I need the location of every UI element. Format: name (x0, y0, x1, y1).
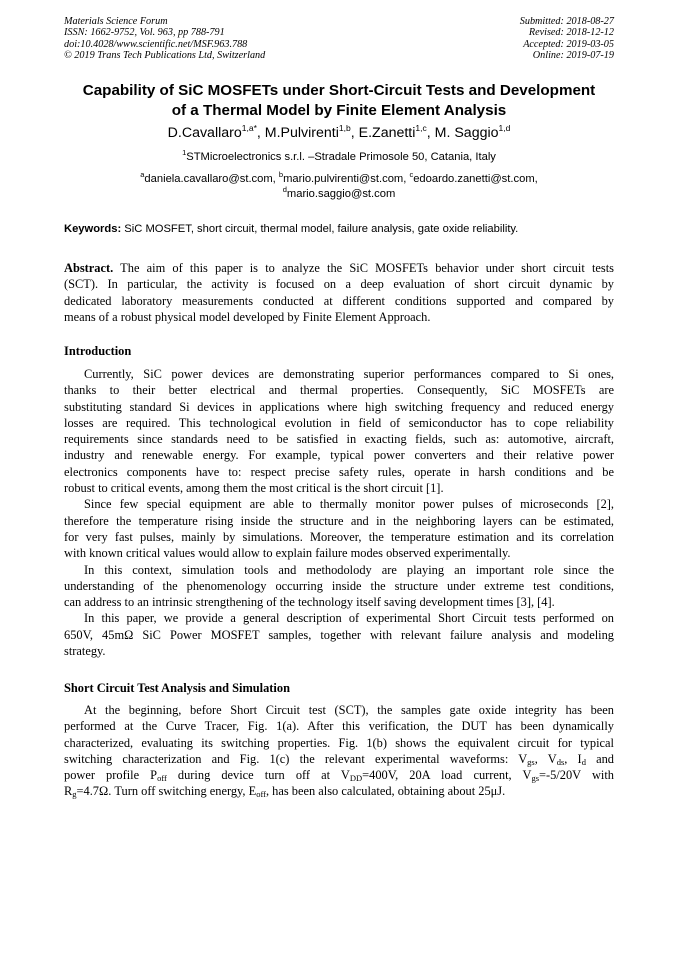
section-heading-short-circuit: Short Circuit Test Analysis and Simulation (64, 681, 290, 695)
email-address: edoardo.zanetti@st.com, (413, 173, 538, 185)
journal-issn: ISSN: 1662-9752, Vol. 963, pp 788-791 (64, 27, 225, 39)
paragraph-line (64, 767, 614, 783)
abstract-text: The aim of this paper is to analyze the SiC MOSFETs behavior under short circuit tests (113, 261, 614, 275)
affiliation-text: STMicroelectronics s.r.l. –Stradale Primosole 50, Catania, Italy (186, 151, 496, 163)
paragraph-line: Currently, SiC power devices are demonstrating superior performances compared to Si ones, (84, 367, 614, 381)
keywords-label: Keywords: (64, 223, 122, 235)
author-name: D.Cavallaro (167, 125, 242, 141)
text-run: power profile P (64, 768, 158, 783)
date-submitted: Submitted: 2018-08-27 (519, 16, 614, 27)
text-run: =-5/20V with (539, 768, 614, 783)
email-address: mario.saggio@st.com (286, 188, 396, 200)
journal-doi: doi:10.4028/www.scientific.net/MSF.963.788 (64, 38, 248, 50)
abstract-line (64, 260, 614, 276)
paragraph-line (64, 751, 614, 767)
text-run: during device turn off at V (166, 768, 350, 783)
email-mark: c (409, 170, 414, 179)
paragraph-line: understanding of the phenomenology occurring inside the structure under extreme test conditions, (64, 578, 614, 593)
paper-title (40, 81, 638, 121)
abstract-line: means of a robust physical model developed by Finite Element Approach. (64, 309, 431, 324)
short-circuit-body (64, 702, 614, 800)
paragraph-line: At the beginning, before Short Circuit test (SCT), the samples gate oxide integrity has been (84, 703, 614, 717)
subscript: d (581, 756, 586, 767)
text-run: and (585, 751, 614, 766)
date-accepted: Accepted: 2019-03-05 (523, 38, 614, 50)
text-run: =4.7Ω. Turn off switching energy, E (76, 784, 257, 799)
journal-header-right (520, 16, 614, 62)
title-line-1: Capability of SiC MOSFETs under Short-Circuit Tests and Development (82, 82, 596, 99)
paragraph-line: In this context, simulation tools and methodolody are playing an important role since the (84, 562, 614, 577)
paragraph-line: substituting standard Si devices in applications where high switching frequency and reduced energy (64, 399, 614, 414)
journal-header-left (64, 16, 265, 62)
paragraph-line: Since few special equipment are able to thermally monitor power pulses of microseconds [2], (84, 497, 614, 512)
subscript: off (157, 773, 167, 784)
paragraph-line: losses are required. This technological evolution in field of semiconductor has to cope reliability (64, 415, 614, 430)
title-line-2: of a Thermal Model by Finite Element Analysis (171, 102, 507, 119)
text-run: , has been also calculated, obtaining about 25μJ. (265, 784, 506, 799)
subscript: g (72, 789, 77, 800)
subscript: gs (531, 773, 539, 784)
introduction-body (64, 366, 614, 659)
email-address: daniela.cavallaro@st.com, (144, 173, 279, 185)
text-run: R (64, 784, 73, 799)
paragraph-line: therefore the temperature rising inside the structure and in the neighboring layers can be estimated, (64, 513, 614, 528)
email-mark: b (278, 170, 284, 179)
paragraph-line: electronics components have to: respect precise safety rules, operate in harsh conditions and be (64, 464, 614, 479)
affiliation-mark: 1 (182, 148, 187, 157)
keywords-text: SiC MOSFET, short circuit, thermal model, failure analysis, gate oxide reliability. (121, 223, 519, 235)
email-address: mario.pulvirenti@st.com, (283, 173, 410, 185)
paragraph-line: thanks to their better electrical and thermal properties. Consequently, SiC MOSFETs are (64, 383, 614, 398)
author-affil-mark: 1,d (498, 123, 511, 133)
author-list: D.Cavallaro$^{1,a*}$, M.Pulvirenti$^{1,b}$, E.Zanetti$^{1,c}$, M. Saggio$^{1,d}$ (167, 123, 511, 141)
paragraph-line: robust to critical events, among them the most critical is the short circuit [1]. (64, 481, 444, 496)
author-affil-mark: 1,a* (241, 123, 257, 133)
subscript: DD (349, 773, 363, 784)
abstract-line: dedicated laboratory measurements conducted at different conditions supported and compared by (64, 293, 614, 308)
author-name: E.Zanetti (358, 125, 416, 141)
author-name: M. Saggio (434, 125, 499, 141)
paragraph-line: industry and renewable energy. For example, typical power converters and their relative power (64, 448, 614, 463)
author-affil-mark: 1,b (338, 123, 351, 133)
text-run: =400V, 20A load current, V (362, 768, 532, 783)
date-online: Online: 2019-07-19 (532, 50, 614, 62)
paragraph-line: with known critical values would allow to explain failure modes observed experimentally. (64, 546, 511, 561)
abstract-line: (SCT). In particular, the activity is focused on a deep evaluation of short circuit dynamic by (64, 277, 614, 292)
keywords (64, 222, 616, 236)
paragraph-line: characterized, evaluating its switching properties. Fig. 1(b) shows the equivalent circuit for typical (64, 735, 614, 750)
journal-copyright: © 2019 Trans Tech Publications Ltd, Switzerland (64, 50, 266, 62)
paragraph-line: In this paper, we provide a general description of experimental Short Circuit tests performed on (84, 611, 614, 626)
subscript: gs (527, 756, 535, 767)
text-run: switching characterization and Fig. 1(c) the relevant experimental waveforms: V (64, 751, 528, 766)
text-run: , I (564, 751, 582, 766)
paragraph-line: performed at the Curve Tracer, Fig. 1(a). After this verification, the DUT has been dynamically (64, 719, 614, 734)
author-affil-mark: 1,c (415, 123, 427, 133)
date-revised: Revised: 2018-12-12 (528, 27, 614, 39)
email-mark: d (282, 185, 287, 194)
paragraph-line: 650V, 45mΩ SiC Power MOSFET samples, together with relevant failure analysis and modeling (64, 627, 614, 642)
affiliation (40, 150, 638, 164)
text-run: , V (534, 751, 557, 766)
email-mark: a (140, 170, 145, 179)
paragraph-line: for very fast pulses, mainly by simulations. Moreover, the temperature estimation and its correlation (64, 529, 614, 544)
paragraph-line: strategy. (64, 644, 106, 659)
abstract-label: Abstract. (64, 261, 114, 275)
author-emails (40, 172, 638, 202)
paragraph-line (64, 783, 614, 799)
paragraph-line: requirements since standards need to be satisfied in exacting fields, such as: automotive, aircraft, (64, 432, 614, 447)
subscript: off (256, 789, 266, 800)
author-name: M.Pulvirenti (264, 125, 339, 141)
subscript: ds (556, 756, 565, 767)
journal-name: Materials Science Forum (64, 16, 168, 27)
section-heading-introduction: Introduction (64, 344, 132, 358)
abstract (64, 260, 614, 325)
paragraph-line: can address to an intrinsic strengthening of the technology itself saving development times [3], [4]. (64, 595, 555, 610)
